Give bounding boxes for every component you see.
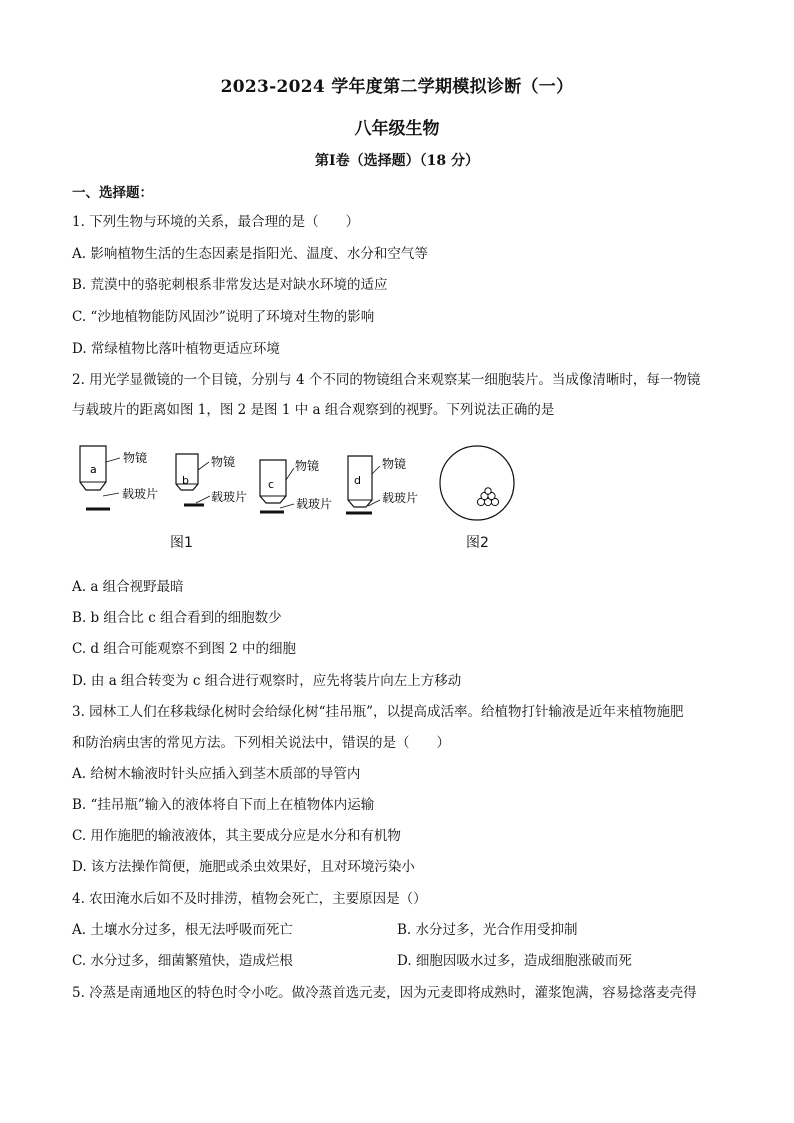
objective-label-d: 物镜 — [382, 457, 407, 471]
microscope-figure — [72, 440, 732, 558]
q1-option-a: A. 影响植物生活的生态因素是指阳光、温度、水分和空气等 — [72, 246, 428, 262]
lens-letter-d: d — [354, 474, 361, 487]
q3-stem-line1: 3. 园林工人们在移栽绿化树时会给绿化树“挂吊瓶”，以提高成活率。给植物打针输液是近年来植物施肥 — [72, 704, 684, 720]
q2-option-a: A. a 组合视野最暗 — [72, 579, 184, 595]
objective-label-b: 物镜 — [211, 455, 236, 469]
q3-option-d: D. 该方法操作简便，施肥或杀虫效果好，且对环境污染小 — [72, 859, 415, 875]
q1-option-d: D. 常绿植物比落叶植物更适应环境 — [72, 341, 280, 357]
q2-option-b: B. b 组合比 c 组合看到的细胞数少 — [72, 610, 282, 626]
figure2-caption: 图2 — [466, 535, 489, 551]
lens-letter-c: c — [268, 478, 275, 491]
q5-stem-line1: 5. 冷蒸是南通地区的特色时令小吃。做冷蒸首选元麦，因为元麦即将成熟时，灌浆饱满，容易捻落麦壳得 — [72, 985, 697, 1001]
q2-stem-line2: 与载玻片的距离如图 1，图 2 是图 1 中 a 组合观察到的视野。下列说法正确的是 — [72, 402, 555, 418]
q1-option-b: B. 荒漠中的骆驼刺根系非常发达是对缺水环境的适应 — [72, 277, 388, 293]
objective-label-a: 物镜 — [123, 451, 148, 465]
slide-label-c: 载玻片 — [296, 497, 333, 511]
objective-lens-b — [176, 454, 247, 505]
figure1-caption: 图1 — [170, 535, 193, 551]
subject-title: 八年级生物 — [354, 119, 440, 139]
objective-label-c: 物镜 — [295, 459, 320, 473]
q1-option-c: C. “沙地植物能防风固沙”说明了环境对生物的影响 — [72, 309, 375, 325]
q2-stem-line1: 2. 用光学显微镜的一个目镜，分别与 4 个不同的物镜组合来观察某一细胞装片。当成像清晰时，每一物镜 — [72, 372, 701, 388]
q3-option-c: C. 用作施肥的输液液体，其主要成分应是水分和有机物 — [72, 828, 401, 844]
slide-label-a: 载玻片 — [122, 487, 159, 501]
q2-option-d: D. 由 a 组合转变为 c 组合进行观察时，应先将装片向左上方移动 — [72, 673, 462, 689]
lens-letter-b: b — [182, 474, 189, 487]
q3-option-b: B. “挂吊瓶”输入的液体将自下而上在植物体内运输 — [72, 797, 375, 813]
q3-option-a: A. 给树木输液时针头应插入到茎木质部的导管内 — [72, 766, 361, 782]
part-heading: 一、选择题： — [72, 185, 153, 201]
slide-label-b: 载玻片 — [211, 490, 248, 504]
q1-stem: 1. 下列生物与环境的关系，最合理的是（ ） — [72, 214, 360, 230]
q4-option-c: C. 水分过多，细菌繁殖快，造成烂根 — [72, 953, 293, 969]
field-of-view — [440, 446, 514, 520]
q4-option-d: D. 细胞因吸水过多，造成细胞涨破而死 — [397, 953, 632, 969]
lens-letter-a: a — [90, 463, 97, 476]
objective-lens-c — [260, 458, 332, 512]
exam-title: 2023-2024 学年度第二学期模拟诊断（一） — [220, 77, 574, 97]
objective-lens-a — [80, 446, 158, 509]
slide-label-d: 载玻片 — [382, 491, 419, 505]
q4-stem: 4. 农田淹水后如不及时排涝，植物会死亡，主要原因是（） — [72, 891, 427, 907]
objective-lens-d — [346, 456, 418, 513]
q4-option-b: B. 水分过多，光合作用受抑制 — [397, 922, 578, 938]
q2-option-c: C. d 组合可能观察不到图 2 中的细胞 — [72, 641, 297, 657]
q4-option-a: A. 土壤水分过多，根无法呼吸而死亡 — [72, 922, 293, 938]
section-title: 第Ⅰ卷（选择题）（18 分） — [315, 153, 479, 169]
cell-cluster — [477, 488, 498, 506]
q3-stem-line2: 和防治病虫害的常见方法。下列相关说法中，错误的是（ ） — [72, 735, 450, 751]
